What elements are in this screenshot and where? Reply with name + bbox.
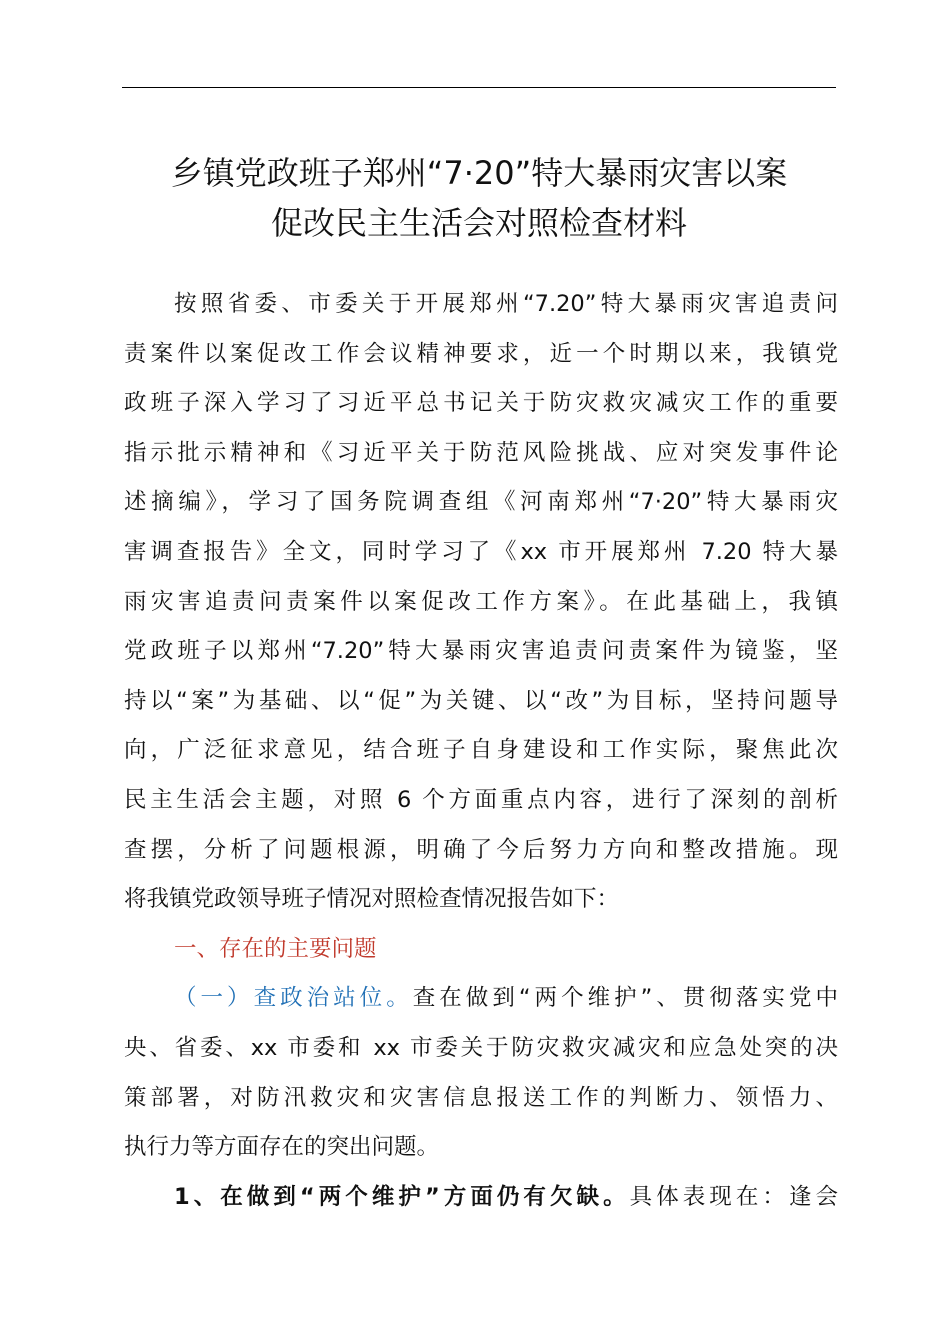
intro-line: 民主生活会主题，对照 6 个方面重点内容，进行了深刻的剖析 [124,786,838,813]
item-1-label: 1、在做到“两个维护”方面仍有欠缺。 [174,1183,630,1210]
intro-line: 述摘编》，学习了国务院调查组《河南郑州“7·20”特大暴雨灾 [124,489,838,516]
subsection-text: 查在做到“两个维护”、贯彻落实党中 [412,985,838,1012]
section-heading: 一、存在的主要问题 [174,935,377,962]
intro-line: 责案件以案促改工作会议精神要求，近一个时期以来，我镇党 [124,340,838,367]
subsection-line: 策部署，对防汛救灾和灾害信息报送工作的判断力、领悟力、 [124,1084,838,1111]
title-line-1: 乡镇党政班子郑州“7·20”特大暴雨灾害以案 [170,154,788,192]
subsection-line: 执行力等方面存在的突出问题。 [124,1134,440,1161]
document-body [124,280,838,1222]
intro-line: 持以“案”为基础、以“促”为关键、以“改”为目标，坚持问题导 [124,687,838,714]
intro-line: 政班子深入学习了习近平总书记关于防灾救灾减灾工作的重要 [124,390,838,417]
item-1-line [124,1173,838,1223]
intro-line: 害调查报告》全文，同时学习了《xx 市开展郑州 7.20 特大暴 [124,538,838,565]
subsection-line: 央、省委、xx 市委和 xx 市委关于防灾救灾减灾和应急处突的决 [124,1034,838,1061]
intro-line: 将我镇党政领导班子情况对照检查情况报告如下： [124,886,620,913]
subsection-label: （一）查政治站位。 [174,985,413,1012]
intro-line: 党政班子以郑州“7.20”特大暴雨灾害追责问责案件为镜鉴，坚 [124,638,838,665]
subsection-first-line [124,974,838,1024]
document-title [122,148,836,248]
intro-line: 雨灾害追责问责案件以案促改工作方案》。在此基础上，我镇 [124,588,838,615]
intro-line: 按照省委、市委关于开展郑州“7.20”特大暴雨灾害追责问 [174,291,838,317]
item-1-text: 具体表现在：逢会 [629,1183,838,1210]
header-rule [122,87,836,88]
intro-line: 查摆，分析了问题根源，明确了今后努力方向和整改措施。现 [124,836,838,863]
intro-line: 指示批示精神和《习近平关于防范风险挑战、应对突发事件论 [124,439,838,466]
intro-line: 向，广泛征求意见，结合班子自身建设和工作实际，聚焦此次 [124,737,838,764]
title-line-2: 促改民主生活会对照检查材料 [270,204,687,242]
